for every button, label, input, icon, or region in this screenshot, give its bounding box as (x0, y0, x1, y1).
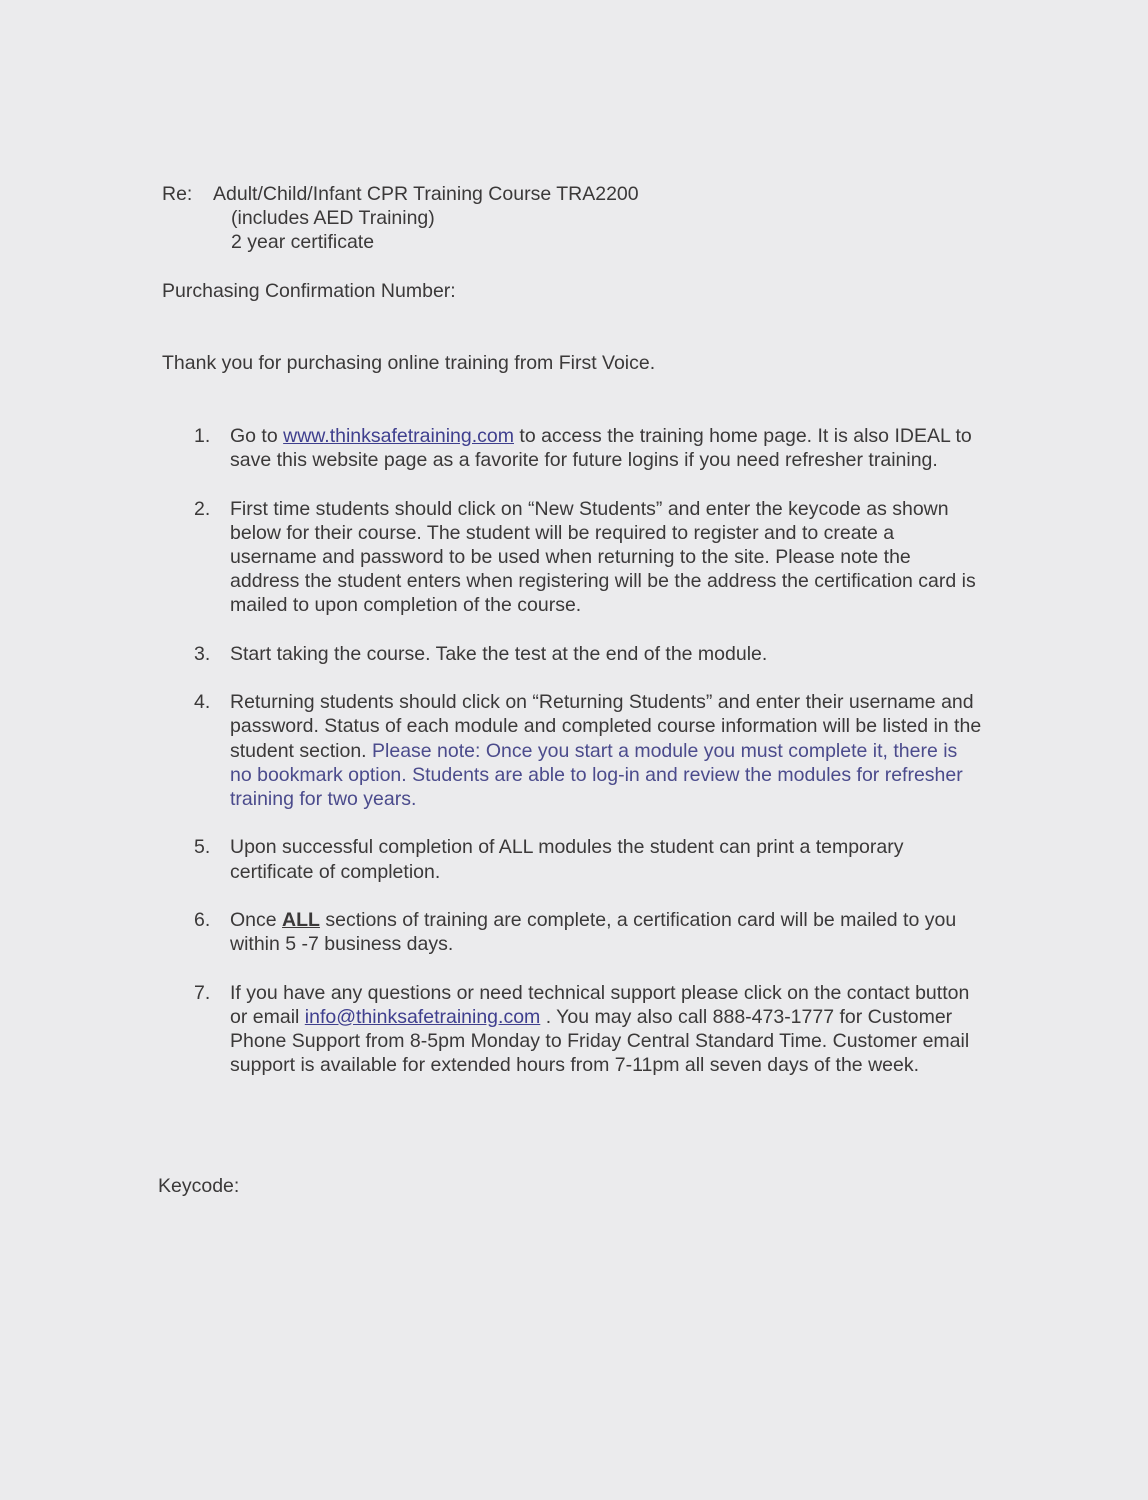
course-includes: (includes AED Training) (231, 207, 435, 230)
website-link[interactable]: www.thinksafetraining.com (283, 425, 514, 447)
bookmark-note: Please note: Once you start a module you must complete it, there is no bookmark option. Students are able to log-in and review the modules for refresher training for two years. (230, 739, 963, 810)
course-title: Adult/Child/Infant CPR Training Course TRA2200 (213, 183, 639, 205)
email-link[interactable]: info@thinksafetraining.com (304, 1005, 541, 1028)
confirmation-number-label: Purchasing Confirmation Number: (162, 280, 456, 302)
item-text: Go to (230, 425, 284, 447)
list-item (194, 835, 984, 883)
item-number: 6. (194, 908, 211, 931)
list-item (194, 497, 984, 618)
item-number: 2. (194, 497, 211, 520)
item-text: . You may also call 888-473-1777 for Customer Phone Support from 8-5pm Monday to Friday Central Standard Time. Customer email support is available for extended hours from 7-11pm all seven days of the week. (230, 1005, 970, 1077)
item-number: 1. (194, 425, 211, 447)
item-text: Returning students should click on “Returning Students” and enter their username and password. Status of each module and completed course information will be listed in the student section. (230, 691, 982, 762)
instructions-list (194, 424, 984, 1102)
item-number: 7. (194, 981, 211, 1004)
keycode-label: Keycode: (158, 1175, 240, 1197)
list-item (194, 908, 984, 956)
course-certificate: 2 year certificate (231, 231, 375, 254)
item-text: to access the training home page. It is also IDEAL to save this website page as a favorite for future logins if you need refresher training. (230, 425, 972, 472)
item-number: 4. (194, 691, 211, 714)
emphasis-all: ALL (282, 908, 320, 931)
item-number: 3. (194, 642, 211, 665)
re-block (162, 182, 639, 255)
item-text: Start taking the course. Take the test at the end of the module. (230, 642, 768, 665)
item-text: Once (230, 908, 283, 931)
list-item (194, 690, 984, 811)
item-number: 5. (194, 836, 211, 859)
thank-you-text: Thank you for purchasing online training from First Voice. (162, 352, 656, 374)
list-item (194, 642, 984, 666)
item-text: If you have any questions or need technical support please click on the contact button or email (230, 981, 970, 1028)
item-text: sections of training are complete, a certification card will be mailed to you within 5 -7 business days. (230, 908, 957, 956)
re-label: Re: (162, 183, 193, 205)
list-item (194, 981, 984, 1078)
item-text: Upon successful completion of ALL modules the student can print a temporary certificate of completion. (230, 836, 904, 883)
list-item (194, 424, 984, 472)
item-text: First time students should click on “New Students” and enter the keycode as shown below for their course. The student will be required to register and to create a username and password to be used when returning to the site. Please note the address the student enters when registering will be the address the certification card is mailed to upon completion of the course. (230, 497, 976, 617)
